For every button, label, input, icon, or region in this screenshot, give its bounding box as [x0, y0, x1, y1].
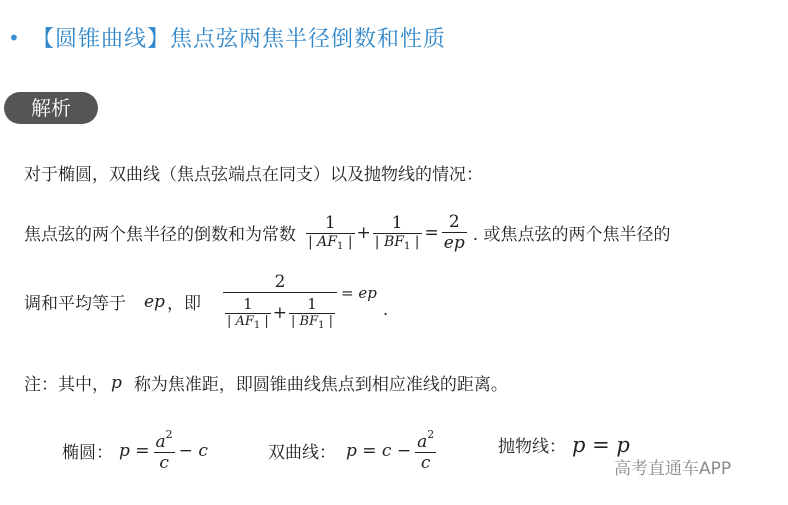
numerator: 1 — [306, 213, 355, 234]
harmonic-text: 调和平均等于 — [24, 294, 126, 314]
fraction-bf1 — [289, 295, 335, 331]
period: . — [382, 299, 389, 320]
fraction-af1 — [225, 295, 271, 331]
parabola-expression: p = p — [572, 432, 630, 457]
hyperbola-label: 双曲线： — [268, 443, 336, 463]
intro-line: 对于椭圆，双曲线（焦点弦端点在同支）以及抛物线的情况： — [24, 165, 483, 185]
numerator: 1 — [373, 213, 422, 234]
property-line — [24, 212, 671, 253]
denominator: c — [420, 453, 431, 473]
fraction-2-ep — [442, 212, 467, 253]
equals-sign: = — [424, 222, 439, 243]
note-text: 注：其中， — [24, 375, 109, 395]
p-symbol: p — [111, 372, 122, 393]
watermark: 高考直通车APP — [614, 459, 732, 479]
compound-fraction — [223, 272, 337, 331]
ellipse-case — [62, 428, 208, 473]
ellipse-fraction — [154, 428, 175, 473]
denominator: | $AF_1$ | — [226, 314, 269, 331]
harmonic-line — [24, 272, 388, 331]
property-text: 焦点弦的两个焦半径的倒数和为常数 — [24, 225, 296, 245]
numerator: $a^2$ — [155, 428, 173, 452]
reciprocal-sum-formula — [306, 212, 467, 253]
plus-sign: + — [356, 222, 371, 243]
ep-symbol: ep — [144, 291, 165, 312]
equals-ep: = ep — [341, 284, 377, 302]
numerator: 2 — [442, 212, 467, 233]
parabola-case — [498, 432, 630, 457]
ellipse-lhs: p = — [119, 440, 150, 461]
hyperbola-lhs: p = c − — [346, 440, 412, 461]
denominator: ep — [443, 233, 465, 253]
harmonic-text-mid: ，即 — [166, 294, 201, 314]
analysis-badge: 解析 — [4, 92, 98, 124]
numerator: 1 — [225, 295, 271, 314]
harmonic-mean-formula — [223, 272, 377, 331]
plus-sign: + — [272, 303, 288, 323]
property-text-continued: . 或焦点弦的两个焦半径的 — [472, 225, 671, 245]
hyperbola-case — [268, 428, 436, 473]
denominator: | $AF_1$ | — [308, 234, 353, 252]
denominator: | $BF_1$ | — [374, 234, 420, 252]
hyperbola-fraction — [415, 428, 436, 473]
numerator: 1 — [289, 295, 335, 314]
fraction-bf1 — [373, 213, 422, 252]
title-bullet: • — [8, 26, 20, 50]
ellipse-label: 椭圆： — [62, 443, 113, 463]
ellipse-rest: − c — [178, 440, 208, 461]
note-text-continued: 称为焦准距，即圆锥曲线焦点到相应准线的距离。 — [133, 375, 508, 395]
note-line — [24, 370, 508, 395]
fraction-af1 — [306, 213, 355, 252]
parabola-label: 抛物线： — [498, 437, 566, 457]
compound-numerator: 2 — [223, 272, 337, 293]
denominator: | $BF_1$ | — [291, 314, 333, 331]
denominator: c — [159, 453, 169, 473]
numerator: $a^2$ — [417, 428, 435, 452]
compound-denominator — [223, 293, 337, 331]
page-title: 【圆锥曲线】焦点弦两焦半径倒数和性质 — [32, 27, 447, 52]
